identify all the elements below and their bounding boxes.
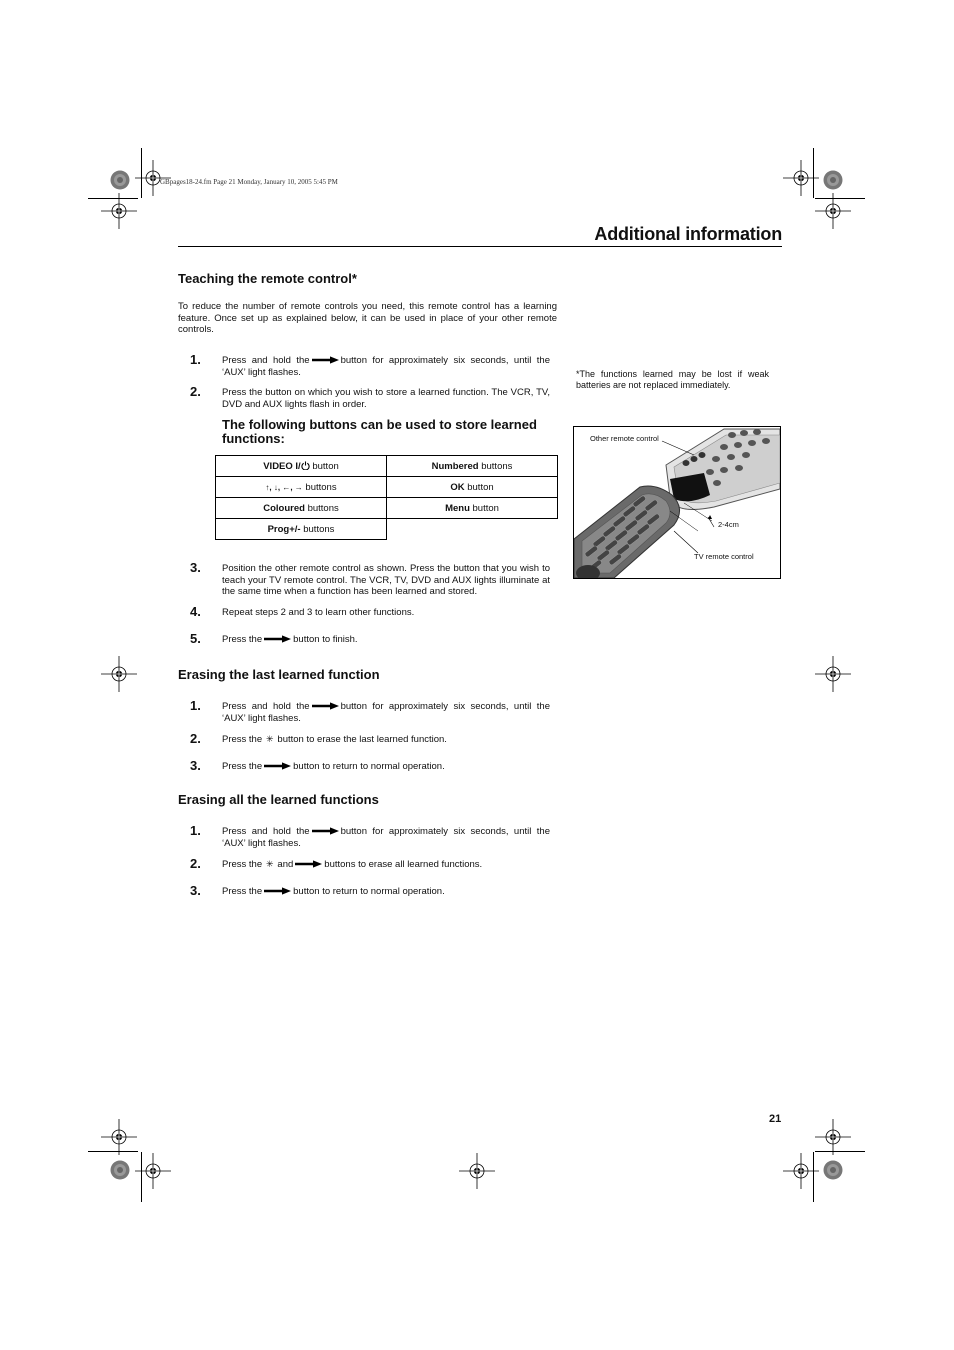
registration-mark-icon [815,1119,851,1155]
section-title-erase-all: Erasing all the learned functions [178,792,379,807]
registration-mark-icon [815,656,851,692]
table-cell: Numbered buttons [387,456,558,477]
table-cell: OK button [387,477,558,498]
star-icon: ✳ [266,859,274,869]
title-rule [178,246,782,247]
color-target-icon [823,170,843,190]
color-target-icon [110,1160,130,1180]
table-cell-empty [387,519,558,540]
trim-line [88,1151,138,1152]
step-number: 3. [190,883,201,898]
arrow-keys-icon: ↑, ↓, ←, → [265,482,303,492]
label-tv-remote: TV remote control [694,552,754,561]
trim-line [813,1152,814,1202]
step-number: 5. [190,631,201,646]
table-cell: Menu button [387,498,558,519]
label-distance: 2-4cm [718,520,739,529]
learn-arrow-icon [264,762,291,770]
label-other-remote: Other remote control [590,434,659,443]
step-number: 2. [190,856,201,871]
page-number: 21 [769,1113,782,1125]
registration-mark-icon [101,1119,137,1155]
table-row [216,456,558,477]
step-number: 3. [190,560,201,575]
color-target-icon [823,1160,843,1180]
learnable-buttons-table [215,455,558,540]
table-cell: Prog+/- buttons [216,519,387,540]
learn-arrow-icon [295,860,322,868]
step-number: 2. [190,731,201,746]
buttons-subtitle: The following buttons can be used to store learned functions: [222,417,537,446]
step-number: 4. [190,604,201,619]
color-target-icon [110,170,130,190]
step-number: 1. [190,698,201,713]
remote-positioning-figure [573,426,781,579]
section-title-erase-last: Erasing the last learned function [178,667,380,682]
registration-mark-icon [459,1153,495,1189]
learn-arrow-icon [312,356,339,364]
table-row [216,477,558,498]
table-row [216,498,558,519]
batteries-note: *The functions learned may be lost if weak batteries are not replaced immediately. [576,369,769,390]
standby-icon [301,461,310,470]
star-icon: ✳ [266,734,274,744]
page-title: Additional information [594,224,782,244]
learn-arrow-icon [312,827,339,835]
step-number: 3. [190,758,201,773]
trim-line [815,198,865,199]
table-row [216,519,558,540]
file-info: GBpages18-24.fm Page 21 Monday, January 10, 2005 5:45 PM [160,178,338,186]
step-number: 1. [190,823,201,838]
intro-paragraph: To reduce the number of remote controls you need, this remote control has a learning feature. Once set up as explained below, it can be used in place of your other remote controls. [178,301,557,335]
registration-mark-icon [101,656,137,692]
trim-line [141,148,142,198]
learn-arrow-icon [264,635,291,643]
step-number: 1. [190,352,201,367]
table-cell: VIDEO I/ button [216,456,387,477]
learn-arrow-icon [312,702,339,710]
trim-line [815,1151,865,1152]
table-cell: ↑, ↓, ←, → buttons [216,477,387,498]
learn-arrow-icon [264,887,291,895]
table-cell: Coloured buttons [216,498,387,519]
section-title-teaching: Teaching the remote control* [178,271,357,286]
trim-line [88,198,138,199]
trim-line [141,1152,142,1202]
trim-line [813,148,814,198]
step-number: 2. [190,384,201,399]
